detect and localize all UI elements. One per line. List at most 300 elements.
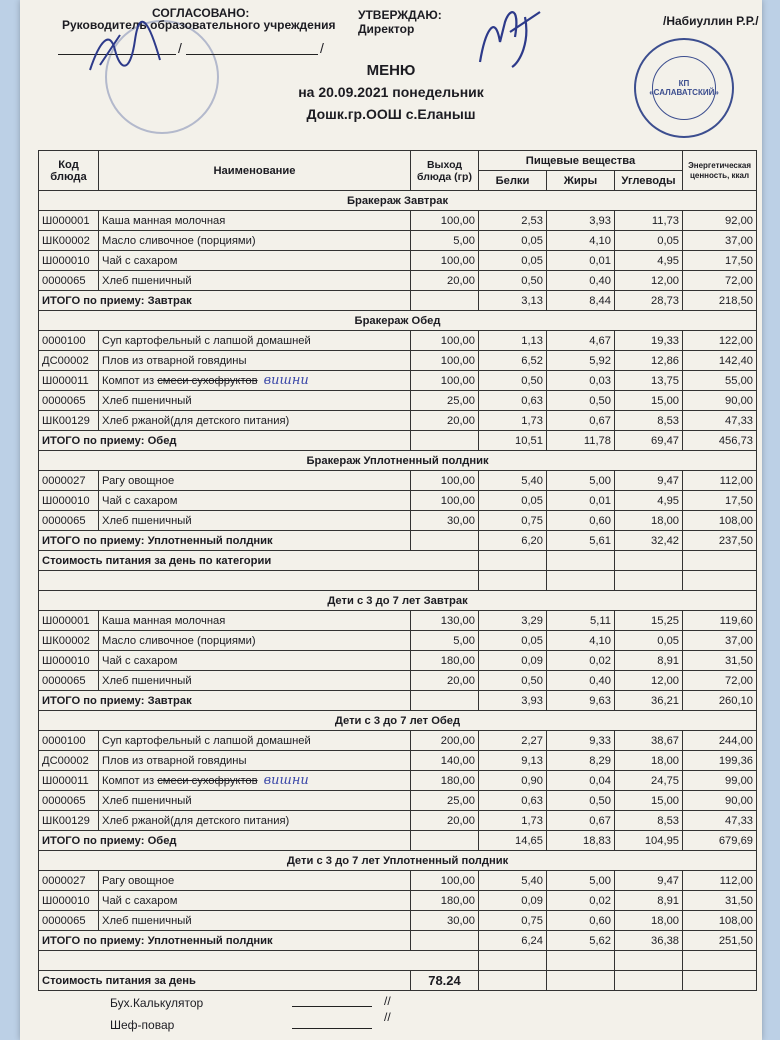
total-label: ИТОГО по приему: Завтрак [39, 291, 411, 311]
dish-carbs: 12,00 [615, 671, 683, 691]
empty-cell [615, 951, 683, 971]
dish-energy: 99,00 [683, 771, 757, 791]
dish-name [99, 651, 411, 671]
dish-code: Ш000011 [39, 771, 99, 791]
section-header-row [39, 451, 757, 471]
empty-cell [39, 571, 479, 591]
empty-cell [547, 971, 615, 991]
total-label: ИТОГО по приему: Завтрак [39, 691, 411, 711]
section-header-row [39, 711, 757, 731]
empty-cell [547, 571, 615, 591]
dish-fat: 4,10 [547, 231, 615, 251]
dish-energy: 37,00 [683, 231, 757, 251]
dish-protein: 1,73 [479, 411, 547, 431]
dish-carbs: 4,95 [615, 491, 683, 511]
total-energy: 251,50 [683, 931, 757, 951]
chef-label: Шеф-повар [110, 1018, 175, 1032]
slash-1: / [178, 40, 182, 56]
table-row [39, 771, 757, 791]
dish-yield: 20,00 [411, 671, 479, 691]
total-energy: 260,10 [683, 691, 757, 711]
dish-carbs: 0,05 [615, 631, 683, 651]
dish-carbs: 13,75 [615, 371, 683, 391]
total-fat: 9,63 [547, 691, 615, 711]
dish-protein: 2,27 [479, 731, 547, 751]
menu-table [38, 150, 757, 991]
dish-name-text: Рагу овощное [102, 474, 175, 487]
table-row [39, 911, 757, 931]
dish-yield: 20,00 [411, 411, 479, 431]
dish-code: 0000100 [39, 731, 99, 751]
dish-energy: 55,00 [683, 371, 757, 391]
total-row [39, 291, 757, 311]
total-row [39, 431, 757, 451]
col-carbs: Углеводы [615, 171, 683, 191]
section-title: Бракераж Обед [39, 311, 757, 331]
dish-name-text: Хлеб пшеничный [102, 794, 192, 807]
dish-protein: 0,75 [479, 511, 547, 531]
empty-cell [683, 571, 757, 591]
dish-name-text: Компот из [102, 375, 155, 387]
dish-carbs: 15,00 [615, 791, 683, 811]
total-yield [411, 691, 479, 711]
table-row [39, 791, 757, 811]
dish-yield: 200,00 [411, 731, 479, 751]
section-title: Бракераж Завтрак [39, 191, 757, 211]
dish-name [99, 751, 411, 771]
table-row [39, 331, 757, 351]
dish-fat: 0,04 [547, 771, 615, 791]
dish-name [99, 491, 411, 511]
col-protein: Белки [479, 171, 547, 191]
dish-energy: 244,00 [683, 731, 757, 751]
dish-energy: 122,00 [683, 331, 757, 351]
dish-code: 0000027 [39, 471, 99, 491]
total-protein: 3,93 [479, 691, 547, 711]
dish-name [99, 631, 411, 651]
chef-slashes: // [384, 1010, 391, 1024]
page-title: МЕНЮ [366, 62, 416, 79]
dish-protein: 5,40 [479, 471, 547, 491]
dish-name-text: Хлеб пшеничный [102, 674, 192, 687]
dish-energy: 31,50 [683, 651, 757, 671]
dish-name [99, 411, 411, 431]
dish-carbs: 8,53 [615, 411, 683, 431]
dish-code: ШК00002 [39, 231, 99, 251]
dish-carbs: 8,91 [615, 891, 683, 911]
total-protein: 3,13 [479, 291, 547, 311]
dish-code: 0000065 [39, 911, 99, 931]
dish-name [99, 511, 411, 531]
table-row [39, 511, 757, 531]
dish-carbs: 12,86 [615, 351, 683, 371]
dish-name-text: Хлеб пшеничный [102, 514, 192, 527]
dish-name-text: Суп картофельный с лапшой домашней [102, 334, 311, 347]
total-yield [411, 931, 479, 951]
dish-fat: 0,50 [547, 391, 615, 411]
table-row [39, 891, 757, 911]
slash-2: / [320, 40, 324, 56]
total-carbs: 36,21 [615, 691, 683, 711]
total-carbs: 69,47 [615, 431, 683, 451]
dish-yield: 100,00 [411, 351, 479, 371]
dish-protein: 0,09 [479, 891, 547, 911]
dish-code: Ш000010 [39, 651, 99, 671]
dish-fat: 0,40 [547, 271, 615, 291]
dish-protein: 0,50 [479, 271, 547, 291]
table-row [39, 751, 757, 771]
dish-carbs: 15,25 [615, 611, 683, 631]
dish-protein: 9,13 [479, 751, 547, 771]
dish-fat: 3,93 [547, 211, 615, 231]
dish-code: ШК00002 [39, 631, 99, 651]
dish-carbs: 9,47 [615, 871, 683, 891]
dish-energy: 17,50 [683, 491, 757, 511]
stamp-kp: КП [678, 79, 690, 88]
table-row [39, 271, 757, 291]
dish-yield: 20,00 [411, 271, 479, 291]
dish-name-text: Хлеб ржаной(для детского питания) [102, 414, 290, 427]
dish-yield: 30,00 [411, 911, 479, 931]
accountant-slashes: // [384, 994, 391, 1008]
total-label: ИТОГО по приему: Обед [39, 831, 411, 851]
section-header-row [39, 191, 757, 211]
total-fat: 5,61 [547, 531, 615, 551]
dish-name-text: Чай с сахаром [102, 894, 178, 907]
table-row [39, 871, 757, 891]
day-cost-row [39, 971, 757, 991]
total-label: ИТОГО по приему: Уплотненный полдник [39, 931, 411, 951]
agreed-role: Руководитель образовательного учреждения [62, 18, 336, 32]
day-cost-value: 78.24 [411, 971, 479, 991]
dish-name-text: Хлеб пшеничный [102, 394, 192, 407]
table-row [39, 631, 757, 651]
table-row [39, 651, 757, 671]
dish-name-text: Хлеб пшеничный [102, 274, 192, 287]
section-header-row [39, 851, 757, 871]
approver-name: /Набиуллин Р.Р./ [663, 14, 759, 28]
dish-fat: 0,40 [547, 671, 615, 691]
dish-fat: 0,60 [547, 911, 615, 931]
dish-yield: 30,00 [411, 511, 479, 531]
struck-text: смеси сухофруктов [157, 375, 258, 387]
menu-date: на 20.09.2021 понедельник [298, 84, 484, 100]
table-row [39, 211, 757, 231]
handwritten-correction: вишни [263, 373, 309, 388]
chef-sign-line [292, 1028, 372, 1029]
dish-protein: 0,05 [479, 631, 547, 651]
dish-carbs: 18,00 [615, 751, 683, 771]
dish-name-text: Плов из отварной говядины [102, 354, 247, 367]
total-yield [411, 531, 479, 551]
empty-cell [479, 551, 547, 571]
struck-text: смеси сухофруктов [157, 775, 258, 787]
dish-name-text: Чай с сахаром [102, 254, 178, 267]
empty-cell [479, 971, 547, 991]
total-fat: 5,62 [547, 931, 615, 951]
dish-protein: 0,05 [479, 251, 547, 271]
dish-name-text: Хлеб пшеничный [102, 914, 192, 927]
dish-energy: 142,40 [683, 351, 757, 371]
dish-name-text: Плов из отварной говядины [102, 754, 247, 767]
dish-carbs: 18,00 [615, 911, 683, 931]
section-title: Бракераж Уплотненный полдник [39, 451, 757, 471]
dish-protein: 0,09 [479, 651, 547, 671]
table-row [39, 731, 757, 751]
dish-energy: 90,00 [683, 391, 757, 411]
col-nutrients: Пищевые вещества [479, 151, 683, 171]
total-yield [411, 431, 479, 451]
total-energy: 456,73 [683, 431, 757, 451]
empty-cell [683, 971, 757, 991]
table-row [39, 471, 757, 491]
dish-name-text: Масло сливочное (порциями) [102, 234, 256, 247]
menu-sheet [20, 0, 762, 1040]
dish-energy: 31,50 [683, 891, 757, 911]
dish-protein: 0,63 [479, 791, 547, 811]
table-row [39, 411, 757, 431]
table-row [39, 371, 757, 391]
dish-code: 0000027 [39, 871, 99, 891]
dish-protein: 0,50 [479, 671, 547, 691]
dish-name-text: Компот из [102, 775, 155, 787]
dish-name [99, 231, 411, 251]
table-row [39, 611, 757, 631]
dish-fat: 0,01 [547, 251, 615, 271]
dish-fat: 5,00 [547, 871, 615, 891]
dish-energy: 17,50 [683, 251, 757, 271]
menu-table-body [39, 191, 757, 991]
dish-code: Ш000010 [39, 251, 99, 271]
dish-name-text: Хлеб ржаной(для детского питания) [102, 814, 290, 827]
dish-carbs: 0,05 [615, 231, 683, 251]
approved-role: Директор [358, 22, 415, 36]
dish-name [99, 471, 411, 491]
empty-cell [615, 551, 683, 571]
dish-energy: 112,00 [683, 871, 757, 891]
stamp-name: «САЛАВАТСКИЙ» [649, 88, 719, 97]
total-carbs: 104,95 [615, 831, 683, 851]
dish-name [99, 391, 411, 411]
dish-yield: 100,00 [411, 331, 479, 351]
dish-yield: 100,00 [411, 471, 479, 491]
dish-code: Ш000001 [39, 211, 99, 231]
dish-protein: 0,63 [479, 391, 547, 411]
dish-carbs: 9,47 [615, 471, 683, 491]
dish-name [99, 911, 411, 931]
dish-code: ШК00129 [39, 411, 99, 431]
dish-name [99, 891, 411, 911]
dish-fat: 5,11 [547, 611, 615, 631]
dish-fat: 0,02 [547, 891, 615, 911]
dish-fat: 5,00 [547, 471, 615, 491]
empty-cell [615, 971, 683, 991]
empty-cell [547, 551, 615, 571]
dish-name [99, 671, 411, 691]
dish-name-text: Масло сливочное (порциями) [102, 634, 256, 647]
dish-carbs: 19,33 [615, 331, 683, 351]
category-cost-row [39, 551, 757, 571]
total-label: ИТОГО по приему: Обед [39, 431, 411, 451]
dish-protein: 1,13 [479, 331, 547, 351]
dish-name [99, 271, 411, 291]
dish-yield: 5,00 [411, 631, 479, 651]
dish-name-text: Суп картофельный с лапшой домашней [102, 734, 311, 747]
dish-energy: 90,00 [683, 791, 757, 811]
dish-yield: 25,00 [411, 391, 479, 411]
dish-yield: 180,00 [411, 651, 479, 671]
dish-name [99, 351, 411, 371]
dish-name-text: Чай с сахаром [102, 494, 178, 507]
dish-code: 0000065 [39, 271, 99, 291]
dish-name [99, 611, 411, 631]
dish-name [99, 791, 411, 811]
dish-energy: 72,00 [683, 671, 757, 691]
dish-energy: 72,00 [683, 271, 757, 291]
agreed-name-line [186, 54, 318, 55]
total-carbs: 28,73 [615, 291, 683, 311]
dish-yield: 100,00 [411, 491, 479, 511]
dish-code: 0000100 [39, 331, 99, 351]
dish-fat: 0,50 [547, 791, 615, 811]
col-name: Наименование [99, 151, 411, 191]
handwritten-correction: вишни [263, 773, 309, 788]
dish-name [99, 211, 411, 231]
dish-code: Ш000010 [39, 891, 99, 911]
dish-yield: 130,00 [411, 611, 479, 631]
dish-name [99, 771, 411, 791]
dish-code: Ш000001 [39, 611, 99, 631]
dish-protein: 0,05 [479, 491, 547, 511]
total-energy: 237,50 [683, 531, 757, 551]
dish-yield: 180,00 [411, 891, 479, 911]
dish-energy: 119,60 [683, 611, 757, 631]
col-code: Код блюда [39, 151, 99, 191]
dish-protein: 0,05 [479, 231, 547, 251]
dish-carbs: 15,00 [615, 391, 683, 411]
col-energy: Энергетическая ценность, ккал [683, 151, 757, 191]
dish-code: ДС00002 [39, 351, 99, 371]
agreed-label: СОГЛАСОВАНО: [152, 6, 250, 20]
total-protein: 10,51 [479, 431, 547, 451]
dish-code: 0000065 [39, 391, 99, 411]
menu-group: Дошк.гр.ООШ с.Еланыш [306, 106, 476, 122]
section-header-row [39, 311, 757, 331]
dish-protein: 3,29 [479, 611, 547, 631]
dish-carbs: 38,67 [615, 731, 683, 751]
category-cost-label: Стоимость питания за день по категории [39, 551, 479, 571]
dish-fat: 0,02 [547, 651, 615, 671]
dish-carbs: 12,00 [615, 271, 683, 291]
dish-energy: 108,00 [683, 511, 757, 531]
dish-yield: 180,00 [411, 771, 479, 791]
dish-fat: 8,29 [547, 751, 615, 771]
dish-code: ШК00129 [39, 811, 99, 831]
accountant-sign-line [292, 1006, 372, 1007]
dish-carbs: 11,73 [615, 211, 683, 231]
total-energy: 679,69 [683, 831, 757, 851]
dish-name [99, 811, 411, 831]
total-yield [411, 291, 479, 311]
day-cost-label: Стоимость питания за день [39, 971, 411, 991]
dish-yield: 100,00 [411, 211, 479, 231]
section-title: Дети с 3 до 7 лет Завтрак [39, 591, 757, 611]
dish-name-text: Каша манная молочная [102, 614, 226, 627]
col-yield: Выход блюда (гр) [411, 151, 479, 191]
dish-yield: 100,00 [411, 371, 479, 391]
dish-yield: 100,00 [411, 251, 479, 271]
dish-energy: 108,00 [683, 911, 757, 931]
spacer-row [39, 951, 757, 971]
empty-cell [547, 951, 615, 971]
dish-protein: 0,50 [479, 371, 547, 391]
table-row [39, 391, 757, 411]
dish-name [99, 371, 411, 391]
total-row [39, 691, 757, 711]
empty-cell [683, 951, 757, 971]
dish-energy: 112,00 [683, 471, 757, 491]
dish-fat: 0,01 [547, 491, 615, 511]
dish-name-text: Каша манная молочная [102, 214, 226, 227]
section-title: Дети с 3 до 7 лет Обед [39, 711, 757, 731]
table-row [39, 811, 757, 831]
dish-protein: 1,73 [479, 811, 547, 831]
dish-fat: 5,92 [547, 351, 615, 371]
dish-energy: 47,33 [683, 811, 757, 831]
approved-label: УТВЕРЖДАЮ: [358, 8, 442, 22]
dish-fat: 9,33 [547, 731, 615, 751]
total-carbs: 32,42 [615, 531, 683, 551]
total-row [39, 531, 757, 551]
dish-carbs: 8,53 [615, 811, 683, 831]
dish-fat: 4,10 [547, 631, 615, 651]
dish-code: 0000065 [39, 671, 99, 691]
total-fat: 8,44 [547, 291, 615, 311]
dish-fat: 0,60 [547, 511, 615, 531]
total-yield [411, 831, 479, 851]
total-fat: 11,78 [547, 431, 615, 451]
dish-code: Ш000011 [39, 371, 99, 391]
dish-fat: 0,03 [547, 371, 615, 391]
total-row [39, 931, 757, 951]
dish-yield: 5,00 [411, 231, 479, 251]
dish-protein: 0,90 [479, 771, 547, 791]
dish-code: 0000065 [39, 791, 99, 811]
spacer-row [39, 571, 757, 591]
total-carbs: 36,38 [615, 931, 683, 951]
dish-yield: 25,00 [411, 791, 479, 811]
dish-energy: 47,33 [683, 411, 757, 431]
dish-protein: 2,53 [479, 211, 547, 231]
total-protein: 6,20 [479, 531, 547, 551]
empty-cell [39, 951, 479, 971]
accountant-label: Бух.Калькулятор [110, 996, 204, 1010]
empty-cell [479, 571, 547, 591]
dish-name-text: Чай с сахаром [102, 654, 178, 667]
dish-yield: 20,00 [411, 811, 479, 831]
dish-code: ДС00002 [39, 751, 99, 771]
col-fat: Жиры [547, 171, 615, 191]
empty-cell [479, 951, 547, 971]
dish-fat: 0,67 [547, 811, 615, 831]
total-fat: 18,83 [547, 831, 615, 851]
empty-cell [615, 571, 683, 591]
total-protein: 14,65 [479, 831, 547, 851]
dish-yield: 100,00 [411, 871, 479, 891]
dish-fat: 0,67 [547, 411, 615, 431]
table-row [39, 251, 757, 271]
dish-name [99, 251, 411, 271]
